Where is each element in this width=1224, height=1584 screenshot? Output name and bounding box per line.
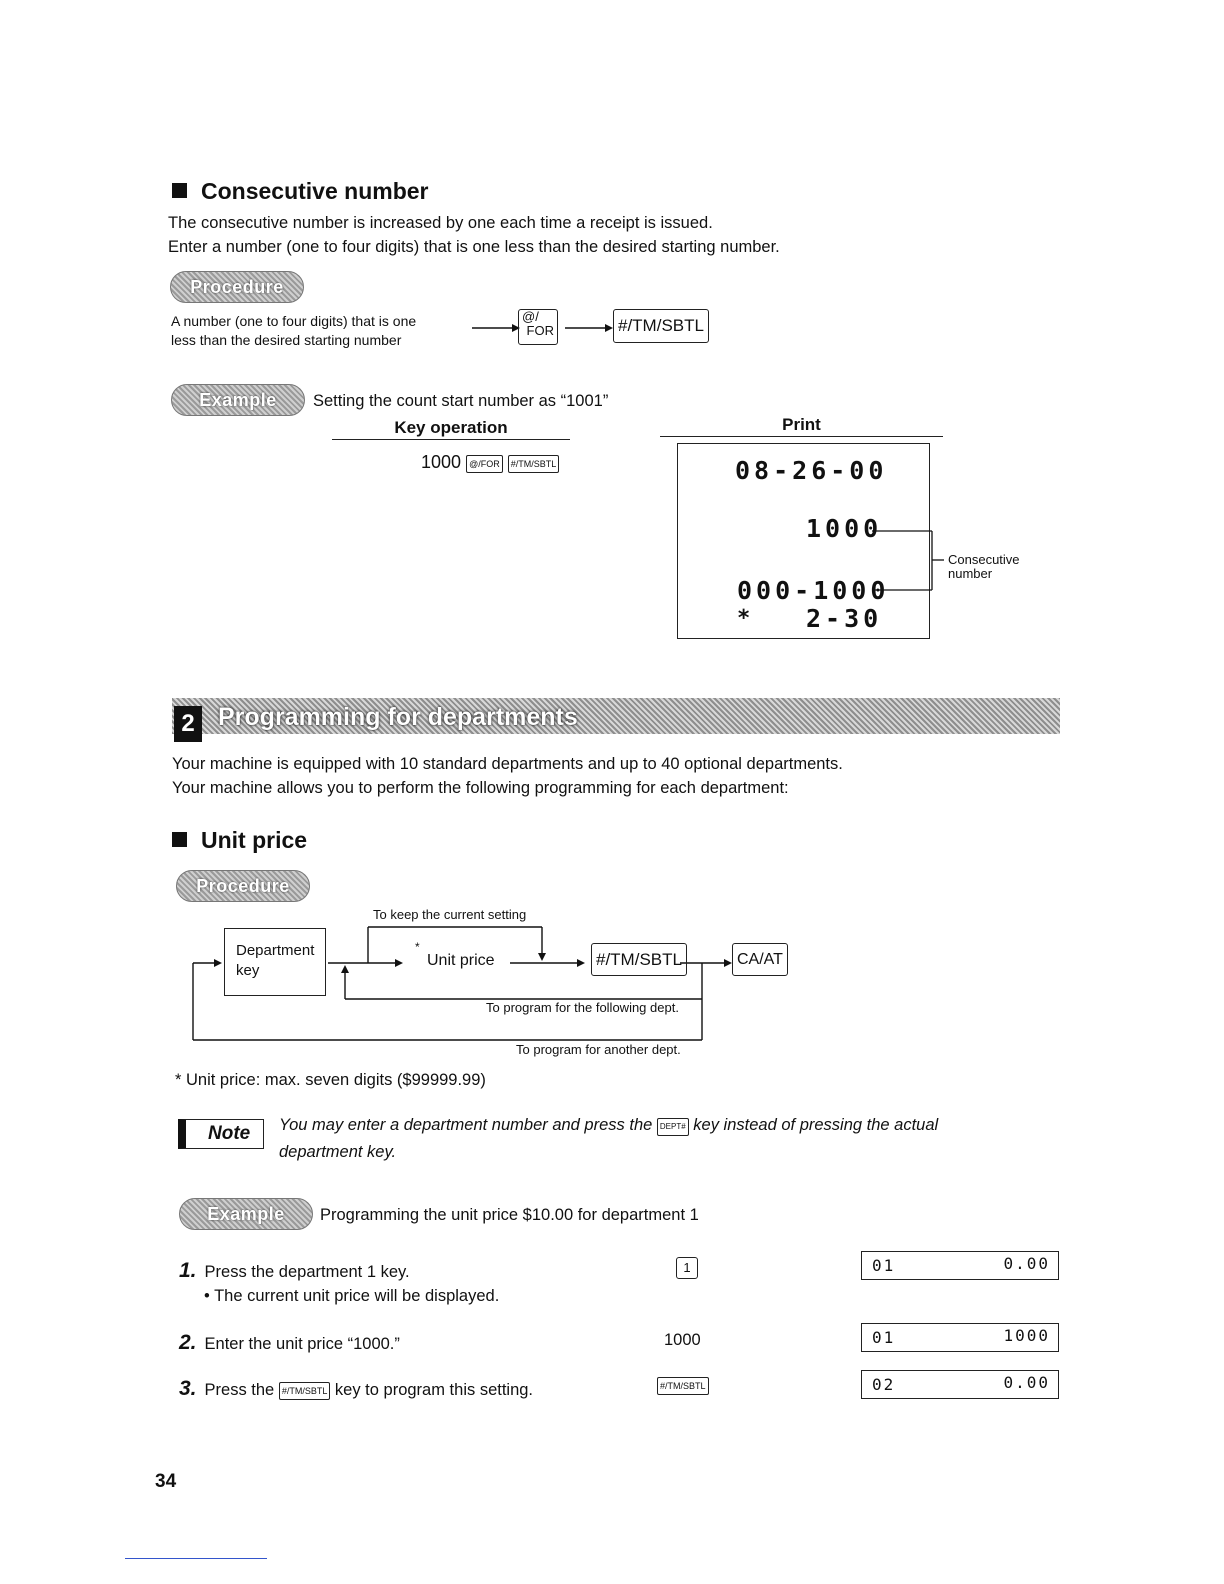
department-key-box[interactable]: Department key bbox=[224, 928, 326, 996]
receipt-star: * bbox=[737, 606, 755, 631]
note-text: You may enter a department number and press the DEPT# key instead of pressing the actual bbox=[279, 1116, 939, 1134]
page-number: 34 bbox=[155, 1471, 177, 1492]
receipt-date: 08-26-00 bbox=[735, 456, 888, 485]
step-2: 2. Enter the unit price “1000.” bbox=[179, 1331, 400, 1354]
example-badge-2: Example bbox=[179, 1198, 313, 1230]
print-header: Print bbox=[660, 415, 943, 437]
flow-star: * bbox=[415, 940, 420, 954]
unit-price-heading: Unit price bbox=[172, 827, 307, 854]
step-3-key-wrap bbox=[657, 1377, 709, 1395]
example-text-2: Programming the unit price $10.00 for department 1 bbox=[320, 1206, 699, 1224]
key-operation-sequence: 1000 @/FOR #/TM/SBTL bbox=[421, 452, 559, 473]
departments-para-1: Your machine is equipped with 10 standard departments and up to 40 optional departments. bbox=[172, 755, 843, 773]
section-title: Programming for departments bbox=[218, 703, 578, 731]
flow-another-label: To program for another dept. bbox=[516, 1042, 681, 1057]
step-1-key[interactable]: 1 bbox=[676, 1257, 698, 1279]
for-key[interactable]: @/ FOR bbox=[518, 309, 558, 345]
consecutive-annotation: Consecutive number bbox=[948, 552, 1020, 581]
flow-caat-key[interactable]: CA/AT bbox=[732, 943, 788, 976]
consecutive-para-1: The consecutive number is increased by one each time a receipt is issued. bbox=[168, 214, 713, 232]
consecutive-para-2: Enter a number (one to four digits) that is one less than the desired starting number. bbox=[168, 238, 780, 256]
example-badge: Example bbox=[171, 384, 305, 416]
step-2-key: 1000 bbox=[664, 1331, 701, 1349]
heading-bullet-icon bbox=[172, 832, 187, 847]
receipt-time: 2-30 bbox=[806, 604, 883, 633]
step-3-display: 02 0.00 bbox=[861, 1370, 1059, 1399]
step-1-display: 01 0.00 bbox=[861, 1251, 1059, 1280]
for-key-small[interactable]: @/FOR bbox=[466, 455, 503, 473]
receipt-consecutive-value: 1000 bbox=[806, 514, 883, 543]
flow-following-label: To program for the following dept. bbox=[486, 1000, 679, 1015]
footer-rule bbox=[125, 1558, 267, 1559]
note-text-2: department key. bbox=[279, 1143, 397, 1161]
flow-unit-price: Unit price bbox=[427, 952, 495, 969]
tmsbtl-key-small[interactable]: #/TM/SBTL bbox=[508, 455, 560, 473]
step-1-sub: • The current unit price will be displayed. bbox=[204, 1287, 500, 1305]
procedure-description: A number (one to four digits) that is one less than the desired starting number bbox=[171, 313, 417, 348]
procedure-badge: Procedure bbox=[170, 271, 304, 303]
section-number: 2 bbox=[174, 706, 202, 742]
key-operation-header: Key operation bbox=[332, 418, 570, 440]
heading-bullet-icon bbox=[172, 183, 187, 198]
dept-number-key[interactable]: DEPT# bbox=[657, 1118, 689, 1136]
procedure-badge-2: Procedure bbox=[176, 870, 310, 902]
receipt-consecutive-full: 000-1000 bbox=[737, 576, 890, 605]
tmsbtl-key[interactable]: #/TM/SBTL bbox=[613, 309, 709, 343]
departments-para-2: Your machine allows you to perform the following programming for each department: bbox=[172, 779, 789, 797]
step-2-display: 01 1000 bbox=[861, 1323, 1059, 1352]
step-1: 1. Press the department 1 key. bbox=[179, 1259, 410, 1282]
consecutive-heading: Consecutive number bbox=[172, 178, 429, 205]
flow-keep-label: To keep the current setting bbox=[373, 907, 527, 922]
step-3: 3. Press the #/TM/SBTL key to program this setting. bbox=[179, 1377, 534, 1400]
consecutive-bracket bbox=[870, 520, 950, 600]
note-badge: Note bbox=[178, 1119, 264, 1149]
flow-tmsbtl-key[interactable]: #/TM/SBTL bbox=[591, 943, 687, 976]
step-3-key[interactable]: #/TM/SBTL bbox=[657, 1377, 709, 1395]
example-text: Setting the count start number as “1001” bbox=[313, 392, 609, 410]
unit-price-footnote: * Unit price: max. seven digits ($99999.99) bbox=[175, 1071, 486, 1089]
step-3-inline-key[interactable]: #/TM/SBTL bbox=[279, 1382, 331, 1400]
